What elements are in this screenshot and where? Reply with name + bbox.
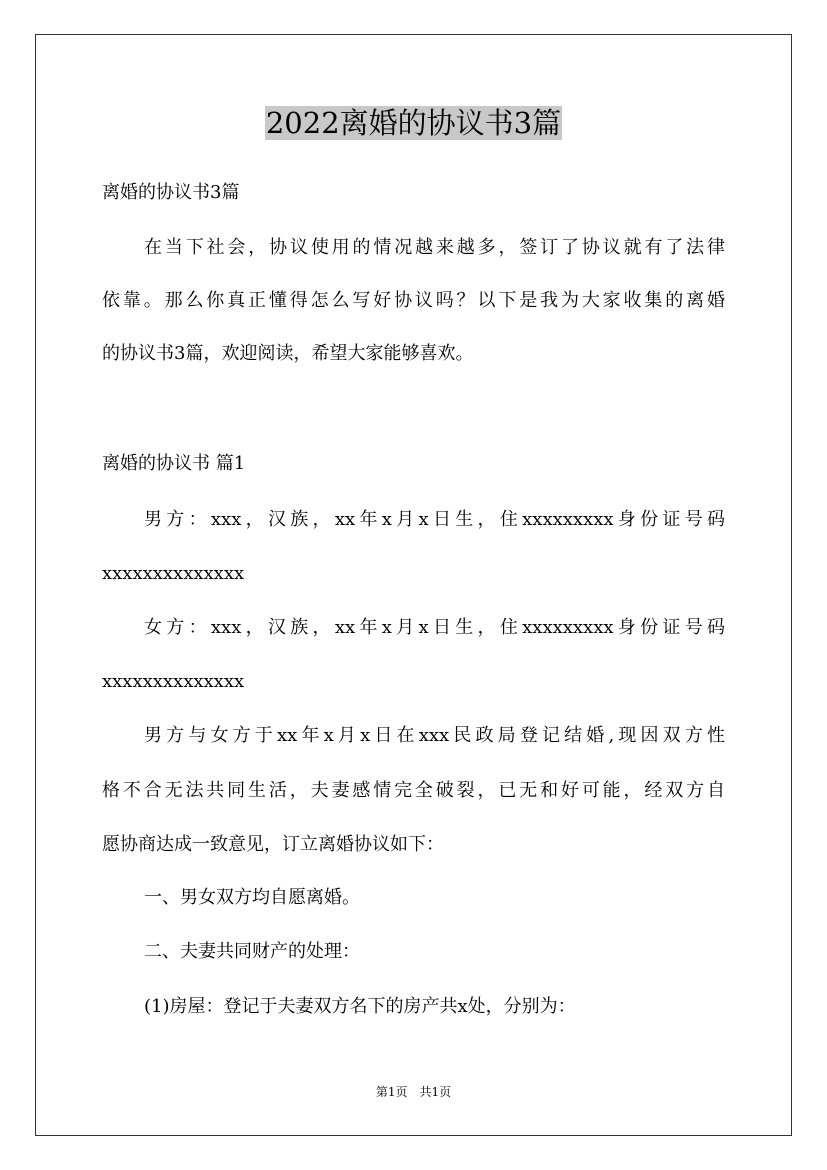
clause-2-item-1: (1)房屋：登记于夫妻双方名下的房产共x处，分别为： bbox=[144, 996, 576, 1017]
document-subtitle: 离婚的协议书3篇 bbox=[102, 182, 240, 203]
body-line-3: 愿协商达成一致意见，订立离婚协议如下： bbox=[102, 834, 444, 855]
male-party-line-2: xxxxxxxxxxxxxx bbox=[102, 563, 245, 584]
page-footer: 第1页 共1页 bbox=[375, 1085, 452, 1099]
document-title: 2022离婚的协议书3篇 bbox=[265, 106, 562, 140]
male-party-line-1: 男方：xxx，汉族，xx年x月x日生，住xxxxxxxxx身份证号码 bbox=[144, 509, 725, 530]
female-party-line-1: 女方：xxx，汉族，xx年x月x日生，住xxxxxxxxx身份证号码 bbox=[144, 617, 725, 638]
clause-2: 二、夫妻共同财产的处理： bbox=[144, 941, 360, 962]
intro-line-1: 在当下社会，协议使用的情况越来越多，签订了协议就有了法律 bbox=[144, 237, 725, 258]
intro-line-2: 依靠。那么你真正懂得怎么写好协议吗？以下是我为大家收集的离婚 bbox=[102, 290, 725, 311]
body-line-2: 格不合无法共同生活，夫妻感情完全破裂，已无和好可能，经双方自 bbox=[102, 780, 725, 801]
female-party-line-2: xxxxxxxxxxxxxx bbox=[102, 671, 245, 692]
clause-1: 一、男女双方均自愿离婚。 bbox=[144, 887, 360, 908]
intro-line-3: 的协议书3篇，欢迎阅读，希望大家能够喜欢。 bbox=[102, 343, 474, 364]
section1-heading: 离婚的协议书 篇1 bbox=[102, 453, 246, 474]
body-line-1: 男方与女方于xx年x月x日在xxx民政局登记结婚,现因双方性 bbox=[144, 725, 725, 746]
